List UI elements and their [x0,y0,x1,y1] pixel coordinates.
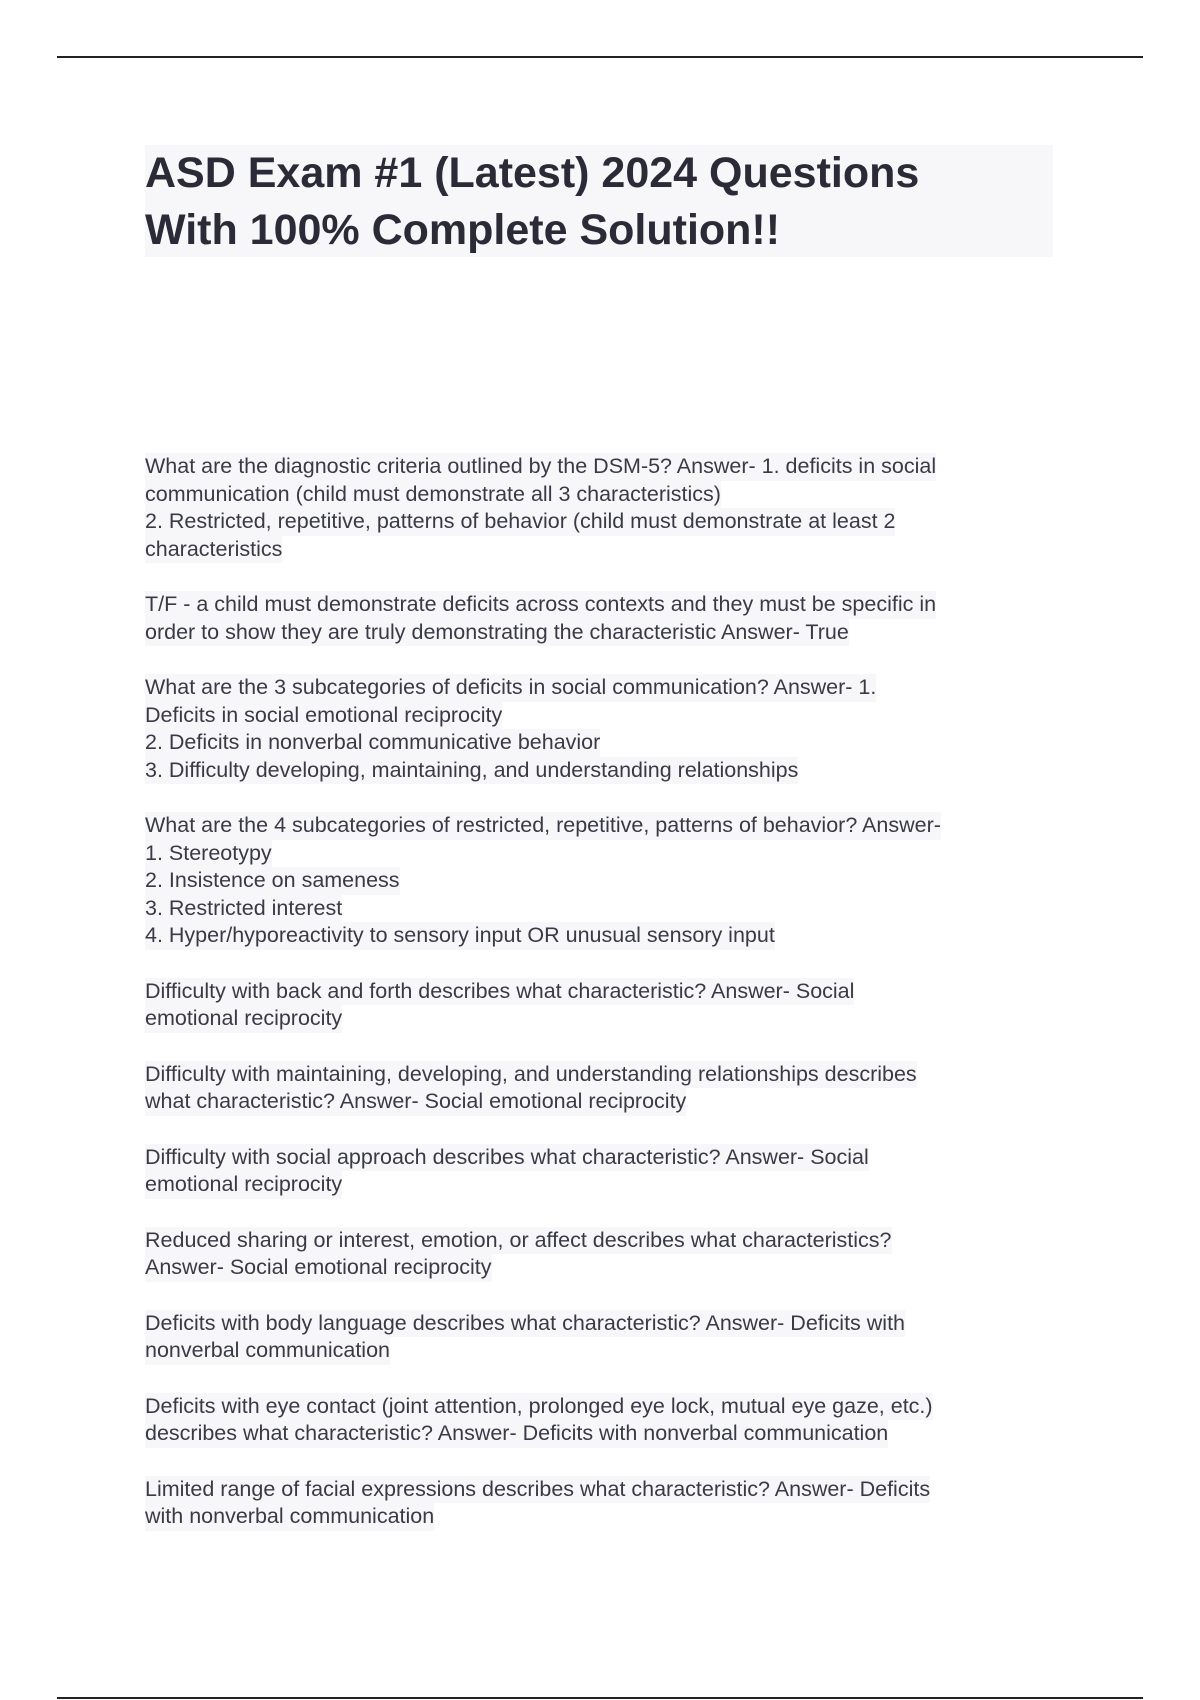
qa-item [145,978,1065,1033]
qa-line: Difficulty with maintaining, developing, and understanding relationships describes [145,1061,917,1089]
qa-line: 3. Restricted interest [145,895,342,923]
header-rule [57,56,1143,58]
qa-item [145,812,1065,950]
qa-item [145,1061,1065,1116]
qa-line: emotional reciprocity [145,1005,342,1033]
qa-item [145,674,1065,784]
qa-line: what characteristic? Answer- Social emotional reciprocity [145,1088,686,1116]
qa-line: 2. Deficits in nonverbal communicative behavior [145,729,600,757]
qa-line: Difficulty with back and forth describes what characteristic? Answer- Social [145,978,854,1006]
qa-line: 2. Restricted, repetitive, patterns of behavior (child must demonstrate at least 2 [145,508,895,536]
qa-line: Deficits with eye contact (joint attention, prolonged eye lock, mutual eye gaze, etc.) [145,1393,933,1421]
qa-line: Difficulty with social approach describes what characteristic? Answer- Social [145,1144,869,1172]
qa-line: Deficits in social emotional reciprocity [145,702,502,730]
document-title-line-1: ASD Exam #1 (Latest) 2024 Questions [145,149,920,197]
qa-line: order to show they are truly demonstrating the characteristic Answer- True [145,619,849,647]
qa-line: What are the 3 subcategories of deficits in social communication? Answer- 1. [145,674,876,702]
qa-line: Limited range of facial expressions describes what characteristic? Answer- Deficits [145,1476,930,1504]
qa-line: emotional reciprocity [145,1171,342,1199]
qa-item [145,1310,1065,1365]
qa-item [145,1227,1065,1282]
qa-item [145,1144,1065,1199]
qa-line: Deficits with body language describes what characteristic? Answer- Deficits with [145,1310,905,1338]
qa-item [145,1476,1065,1531]
qa-line: describes what characteristic? Answer- Deficits with nonverbal communication [145,1420,888,1448]
qa-line: 3. Difficulty developing, maintaining, and understanding relationships [145,757,798,785]
document-title [145,145,919,259]
title-block [145,145,1053,257]
qa-line: 4. Hyper/hyporeactivity to sensory input OR unusual sensory input [145,922,775,950]
qa-item [145,1393,1065,1448]
qa-line: T/F - a child must demonstrate deficits across contexts and they must be specific in [145,591,936,619]
qa-line: What are the 4 subcategories of restricted, repetitive, patterns of behavior? Answer- [145,812,941,840]
qa-line: communication (child must demonstrate all 3 characteristics) [145,481,721,509]
qa-line: nonverbal communication [145,1337,390,1365]
document-title-line-2: With 100% Complete Solution!! [145,206,781,254]
qa-line: What are the diagnostic criteria outlined by the DSM-5? Answer- 1. deficits in social [145,453,936,481]
qa-line: characteristics [145,536,282,564]
qa-item [145,591,1065,646]
qa-item [145,453,1065,563]
qa-line: 1. Stereotypy [145,840,272,868]
qa-line: Answer- Social emotional reciprocity [145,1254,492,1282]
footer-rule [57,1697,1143,1699]
qa-line: 2. Insistence on sameness [145,867,400,895]
question-answer-list [145,453,1065,1559]
qa-line: Reduced sharing or interest, emotion, or affect describes what characteristics? [145,1227,892,1255]
qa-line: with nonverbal communication [145,1503,434,1531]
